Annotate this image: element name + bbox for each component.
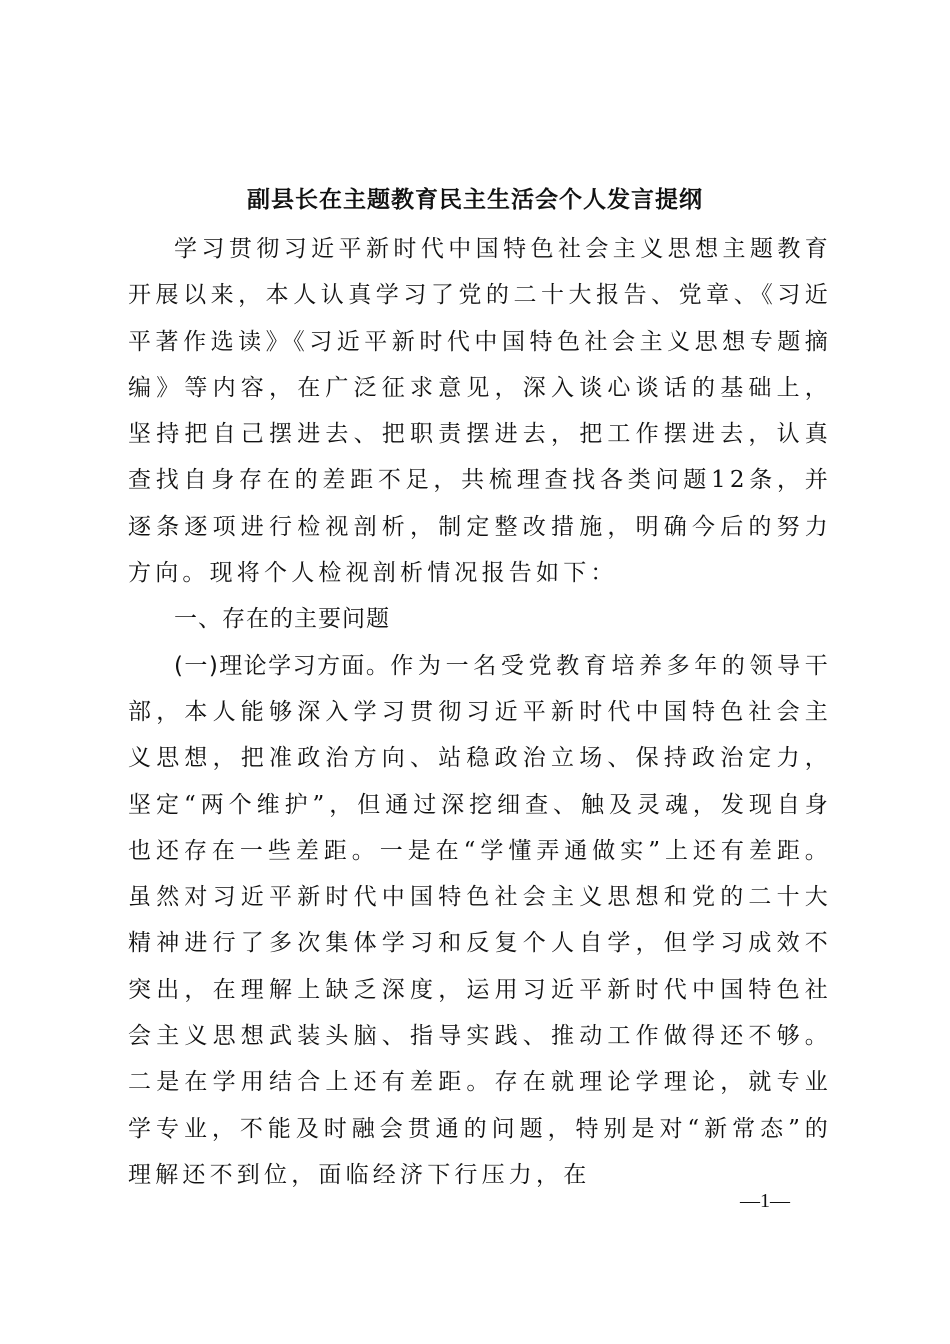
subsection-heading: (一)理论学习方面。 (174, 652, 391, 679)
document-title: 副县长在主题教育民主生活会个人发言提纲 (247, 186, 703, 213)
section-heading: 一、存在的主要问题 (174, 606, 390, 633)
subsection-paragraph (128, 643, 832, 1199)
subsection-text: 作为一名受党教育培养多年的领导干部，本人能够深入学习贯彻习近平新时代中国特色社会主义思想，把准政治方向、站稳政治立场、保持政治定力，坚定“两个维护”，但通过深挖细查、触及灵魂，发现自身也还存在一些差距。一是在“学懂弄通做实”上还有差距。虽然对习近平新时代中国特色社会主义思想和党的二十大精神进行了多次集体学习和反复个人自学，但学习成效不突出，在理解上缺乏深度，运用习近平新时代中国特色社会主义思想武装头脑、指导实践、推动工作做得还不够。二是在学用结合上还有差距。存在就理论学理论，就专业学专业，不能及时融会贯通的问题，特别是对“新常态”的理解还不到位，面临经济下行压力，在 (128, 652, 833, 1188)
intro-paragraph: 学习贯彻习近平新时代中国特色社会主义思想主题教育开展以来，本人认真学习了党的二十大报告、党章、《习近平著作选读》《习近平新时代中国特色社会主义思想专题摘编》等内容，在广泛征求意见，深入谈心谈话的基础上，坚持把自己摆进去、把职责摆进去，把工作摆进去，认真查找自身存在的差距不足，共梳理查找各类问题12条，并逐条逐项进行检视剖析，制定整改措施，明确今后的努力方向。现将个人检视剖析情况报告如下： (128, 236, 832, 587)
document-body (128, 226, 832, 1198)
page-number: —1— (740, 1190, 790, 1212)
